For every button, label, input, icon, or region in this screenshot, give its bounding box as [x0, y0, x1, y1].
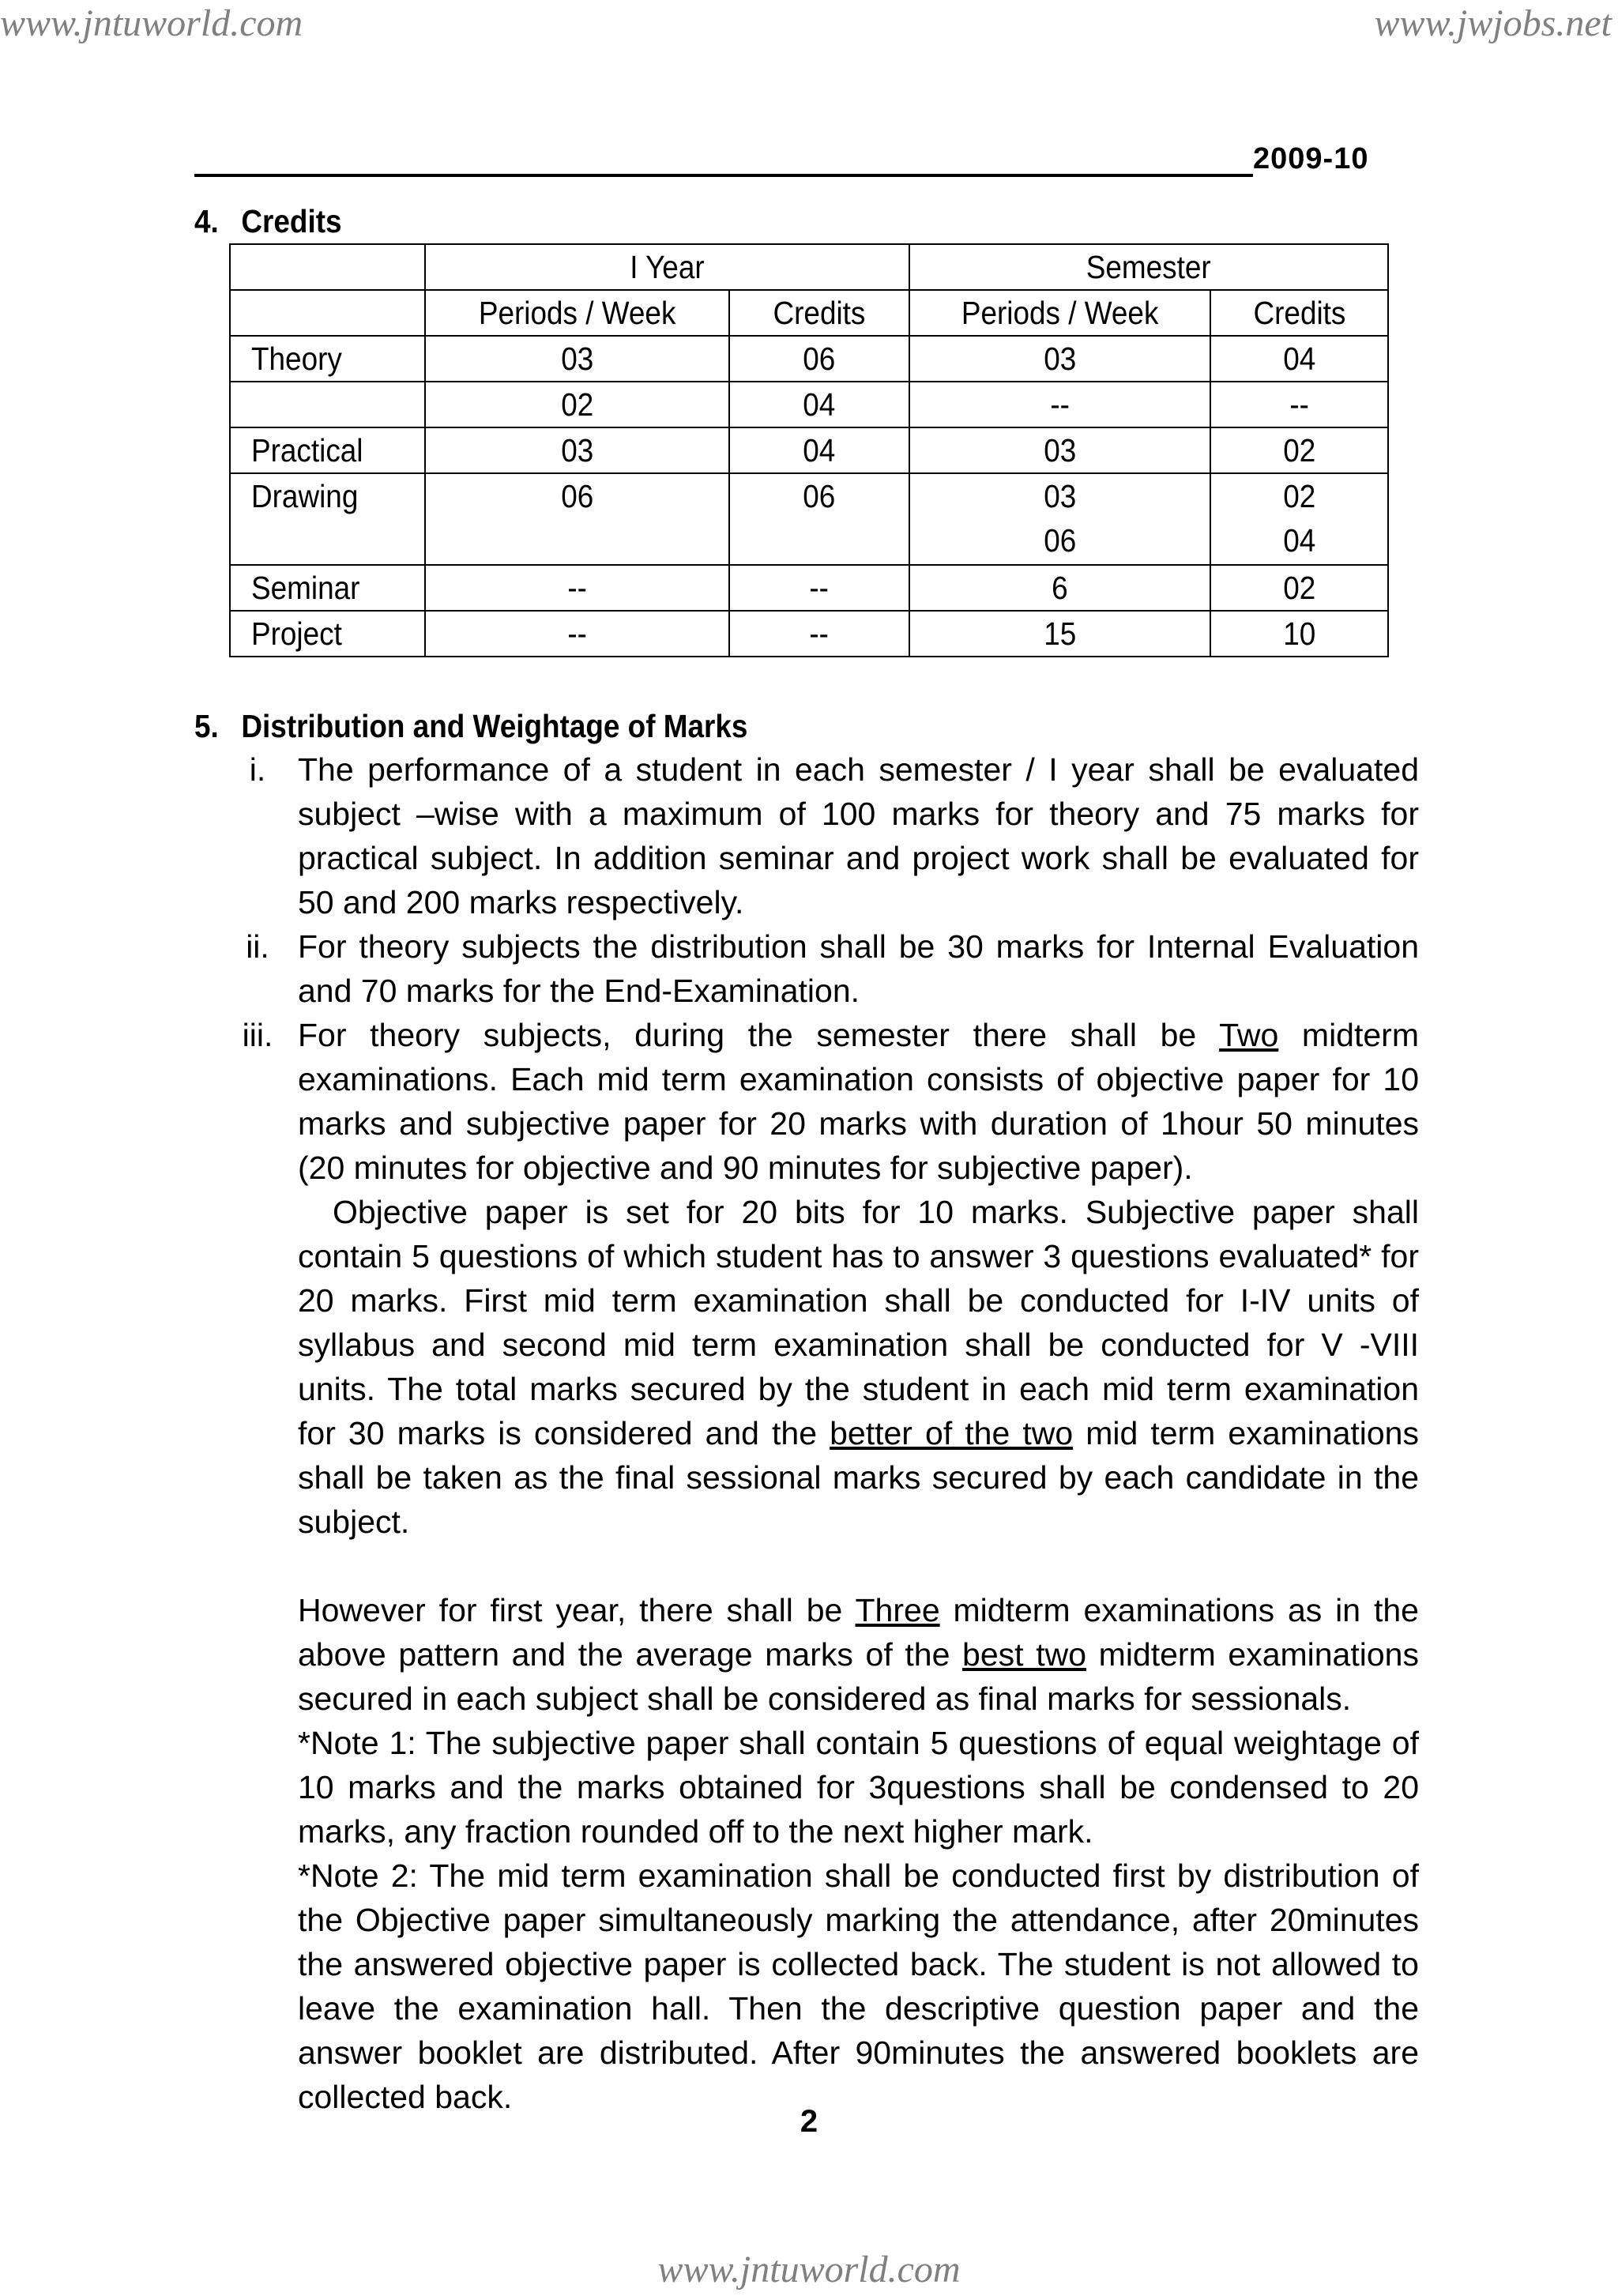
paragraph: Objective paper is set for 20 bits for 10 marks. Subjective paper shall contain 5 questions of which student has to answer 3 questions evaluated* for 20 marks. First mid term examination shall be conducted for I-IV units of syllabus and second mid term examination shall be conducted for V -VIII units. The total marks secured by the student in each mid term examination for 30 marks is considered and the better of the two mid term examinations shall be taken as the final sessional marks secured by each candidate in the subject.: [298, 1194, 1419, 1540]
column-header: Periods / Week: [909, 290, 1210, 336]
table-cell: 02: [425, 382, 729, 427]
row-label: Project: [230, 611, 425, 657]
list-item: [194, 924, 1419, 1013]
table-cell: 03: [425, 336, 729, 382]
underlined-text: Three: [855, 1592, 940, 1628]
table-cell: 04: [729, 427, 909, 473]
distribution-list: [194, 747, 1419, 2119]
table-cell: 03: [909, 427, 1210, 473]
table-group-header-row: [230, 244, 1388, 290]
column-header: Credits: [1210, 290, 1388, 336]
note-2: *Note 2: The mid term examination shall be conducted first by distribution of the Objective paper simultaneously marking the attendance, after 20minutes the answered objective paper is collected back. The student is not allowed to leave the examination hall. Then the descriptive question paper and the answer booklet are distributed. After 90minutes the answered booklets are collected back.: [298, 1858, 1419, 2115]
table-cell: --: [1210, 382, 1388, 427]
credits-section-number: 4.: [194, 203, 219, 239]
table-cell: 06: [729, 336, 909, 382]
group-header-i-year: I Year: [425, 244, 909, 290]
paragraph: For theory subjects, during the semester there shall be Two midterm examinations. Each mid term examination consists of objective paper for 10 marks and subjective paper for 20 marks with duration of 1hour 50 minutes (20 minutes for objective and 90 minutes for subjective paper).: [298, 1017, 1419, 1186]
table-row: [230, 565, 1388, 611]
watermark-top-left: www.jntuworld.com: [0, 2, 303, 44]
list-marker: iii.: [242, 1017, 273, 1053]
table-cell: 02: [1210, 427, 1388, 473]
row-label: Seminar: [230, 565, 425, 611]
table-cell: --: [729, 565, 909, 611]
distribution-heading: [194, 706, 747, 746]
header-year: 2009-10: [1253, 142, 1369, 175]
table-cell: 02: [1210, 565, 1388, 611]
table-cell: 03: [425, 427, 729, 473]
table-header-blank-cell: [230, 290, 425, 336]
row-label: Practical: [230, 427, 425, 473]
table-column-header-row: [230, 290, 1388, 336]
underlined-text: better of the two: [830, 1415, 1074, 1451]
header-rule: [194, 174, 1253, 177]
list-marker: i.: [249, 751, 266, 788]
watermark-bottom: www.jntuworld.com: [657, 2249, 961, 2290]
row-label: Theory: [230, 336, 425, 382]
row-label: Drawing: [230, 473, 425, 565]
row-label: [230, 382, 425, 427]
table-cell: --: [425, 565, 729, 611]
credits-table: [229, 243, 1389, 657]
table-row: [230, 611, 1388, 657]
underlined-text: best two: [962, 1636, 1086, 1673]
credits-section-title: Credits: [241, 203, 342, 239]
list-marker: ii.: [246, 928, 269, 965]
table-cell: 04: [729, 382, 909, 427]
table-cell: 03: [909, 336, 1210, 382]
table-cell: 03 06: [909, 473, 1210, 565]
list-item: [194, 747, 1419, 924]
table-corner-cell: [230, 244, 425, 290]
paragraph: The performance of a student in each semester / I year shall be evaluated subject –wise with a maximum of 100 marks for theory and 75 marks for practical subject. In addition seminar and project work shall be evaluated for 50 and 200 marks respectively.: [298, 751, 1419, 920]
table-cell: 02 04: [1210, 473, 1388, 565]
table-cell: 15: [909, 611, 1210, 657]
table-cell: 6: [909, 565, 1210, 611]
watermark-top-right: www.jwjobs.net: [1374, 2, 1612, 44]
table-cell: 06: [425, 473, 729, 565]
table-row: [230, 382, 1388, 427]
group-header-semester: Semester: [909, 244, 1388, 290]
distribution-section-number: 5.: [194, 708, 219, 744]
table-row: [230, 336, 1388, 382]
table-cell: --: [425, 611, 729, 657]
table-cell: 04: [1210, 336, 1388, 382]
column-header: Periods / Week: [425, 290, 729, 336]
table-row: [230, 473, 1388, 565]
table-cell: --: [909, 382, 1210, 427]
distribution-section-title: Distribution and Weightage of Marks: [241, 708, 748, 744]
table-cell: --: [729, 611, 909, 657]
list-item: [194, 1013, 1419, 2119]
table-cell: 10: [1210, 611, 1388, 657]
credits-heading: [194, 201, 342, 241]
table-cell: 06: [729, 473, 909, 565]
table-row: [230, 427, 1388, 473]
paragraph: For theory subjects the distribution shall be 30 marks for Internal Evaluation and 70 marks for the End-Examination.: [298, 928, 1419, 1009]
underlined-text: Two: [1219, 1017, 1279, 1053]
note-1: *Note 1: The subjective paper shall contain 5 questions of equal weightage of 10 marks and the marks obtained for 3questions shall be condensed to 20 marks, any fraction rounded off to the next higher mark.: [298, 1725, 1419, 1850]
paragraph: However for first year, there shall be Three midterm examinations as in the above pattern and the average marks of the best two midterm examinations secured in each subject shall be considered as final marks for sessionals.: [298, 1592, 1419, 1717]
page-number: 2: [800, 2104, 818, 2139]
column-header: Credits: [729, 290, 909, 336]
